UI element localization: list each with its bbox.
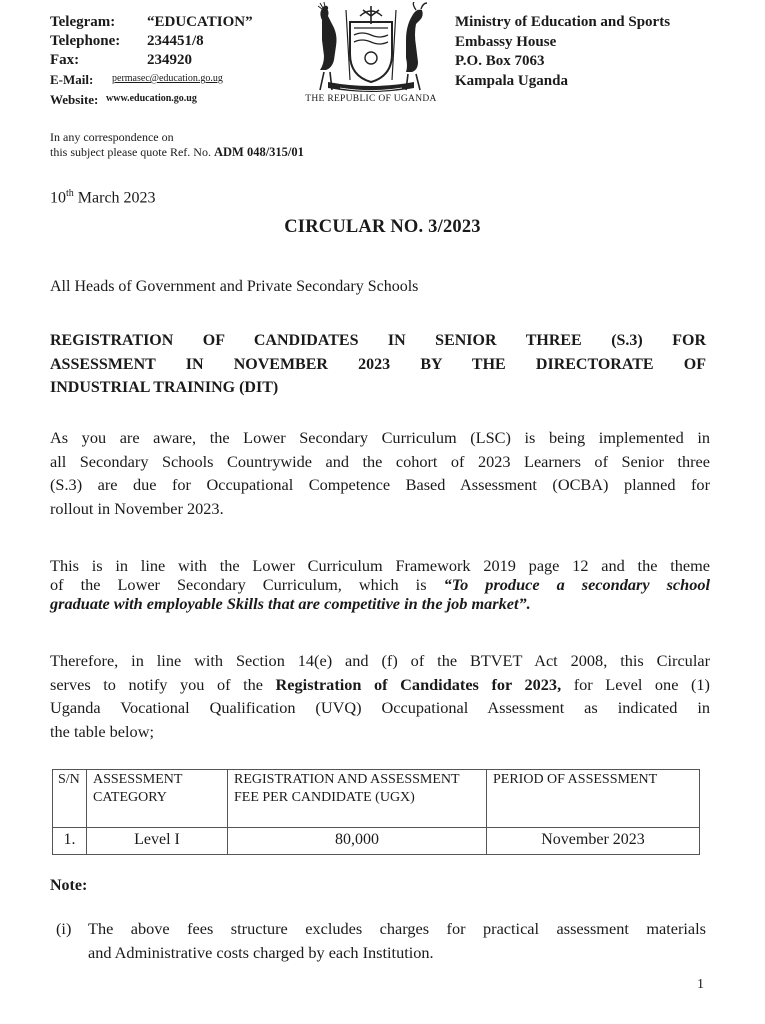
note-line: The above fees structure excludes charges for practical assessment materials [88, 919, 706, 938]
fax-label: Fax: [50, 52, 80, 68]
paragraph-line: Uganda Vocational Qualification (UVQ) Occupational Assessment as indicated in [50, 698, 710, 718]
reference-line-2: this subject please quote Ref. No. [50, 145, 211, 159]
reference-line-1: In any correspondence on [50, 130, 174, 144]
theme-quote: “To produce a secondary school [443, 575, 711, 594]
addressee: All Heads of Government and Private Secondary Schools [50, 278, 419, 295]
website-link[interactable]: www.education.go.ug [106, 93, 197, 104]
table-cell-sn: 1. [53, 828, 87, 855]
paragraph-line [50, 673, 710, 697]
theme-quote: graduate with employable Skills that are competitive in the job market”. [50, 594, 531, 613]
address-line: Ministry of Education and Sports [455, 14, 671, 30]
email-label: E-Mail: [50, 72, 94, 87]
subject-line: ASSESSMENT IN NOVEMBER 2023 BY THE DIRECTORATE OF [50, 355, 706, 373]
table-cell-category: Level I [87, 828, 228, 855]
ministry-address [455, 13, 735, 91]
coat-of-arms-icon [300, 2, 442, 102]
paragraph-1 [50, 426, 710, 520]
paragraph-3 [50, 649, 710, 743]
paragraph-text: for Level one (1) [561, 674, 710, 694]
table-cell-period: November 2023 [487, 828, 700, 855]
column-header-fee: REGISTRATION AND ASSESSMENT FEE PER CANDIDATE (UGX) [228, 770, 487, 828]
fax-value: 234920 [147, 52, 192, 68]
page-number: 1 [697, 977, 704, 992]
address-line: Kampala Uganda [455, 72, 568, 89]
coat-of-arms [300, 2, 442, 102]
date-day: 10 [50, 189, 66, 207]
paragraph-line: Therefore, in line with Section 14(e) and (f) of the BTVET Act 2008, this Circular [50, 651, 710, 670]
table-row [53, 828, 700, 855]
paragraph-text: serves to notify you of the [50, 674, 276, 694]
reference-number: ADM 048/315/01 [213, 145, 304, 159]
paragraph-line: As you are aware, the Lower Secondary Curriculum (LSC) is being implemented in [50, 428, 710, 447]
note-heading: Note: [50, 877, 88, 894]
telegram-label: Telegram: [50, 14, 116, 30]
registration-emphasis: Registration of Candidates for 2023, [275, 674, 562, 694]
subject-line: INDUSTRIAL TRAINING (DIT) [50, 379, 279, 396]
column-header-category: ASSESSMENT CATEGORY [87, 770, 228, 828]
table-cell-fee: 80,000 [228, 828, 487, 855]
date-suffix: th [66, 188, 74, 199]
paragraph-line: This is in line with the Lower Curriculum Framework 2019 page 12 and the theme [50, 556, 710, 575]
telephone-value: 234451/8 [147, 33, 204, 49]
circular-title: CIRCULAR NO. 3/2023 [284, 217, 481, 237]
address-line: Embassy House [455, 33, 557, 50]
paragraph-line: (S.3) are due for Occupational Competence Based Assessment (OCBA) planned for [50, 475, 710, 495]
paragraph-line: the table below; [50, 721, 154, 741]
fee-table [52, 769, 700, 855]
subject-line: REGISTRATION OF CANDIDATES IN SENIOR THREE (S.3) FOR [50, 332, 706, 349]
crest-caption: THE REPUBLIC OF UGANDA [305, 94, 437, 104]
paragraph-line: all Secondary Schools Countrywide and the cohort of 2023 Learners of Senior three [50, 451, 710, 471]
telephone-label: Telephone: [50, 33, 121, 49]
telegram-value: “EDUCATION” [147, 14, 253, 30]
website-label: Website: [50, 92, 99, 107]
column-header-sn: S/N [53, 770, 87, 828]
paragraph-line [50, 575, 710, 594]
note-line: and Administrative costs charged by each Institution. [88, 942, 434, 962]
paragraph-2 [50, 556, 710, 613]
column-header-period: PERIOD OF ASSESSMENT [487, 770, 700, 828]
address-line: P.O. Box 7063 [455, 53, 545, 69]
letterhead-contacts [50, 13, 295, 108]
paragraph-line: rollout in November 2023. [50, 498, 224, 518]
paragraph-text: of the Lower Secondary Curriculum, which is [50, 575, 444, 594]
letter-date [50, 188, 156, 207]
reference-note [50, 130, 450, 160]
date-rest: March 2023 [77, 189, 156, 207]
note-marker: (i) [56, 919, 72, 938]
note-item [56, 917, 706, 964]
email-link[interactable]: permasec@education.go.ug [112, 73, 223, 84]
subject-heading [50, 329, 706, 400]
table-header-row [53, 770, 700, 828]
paragraph-line [50, 594, 710, 613]
